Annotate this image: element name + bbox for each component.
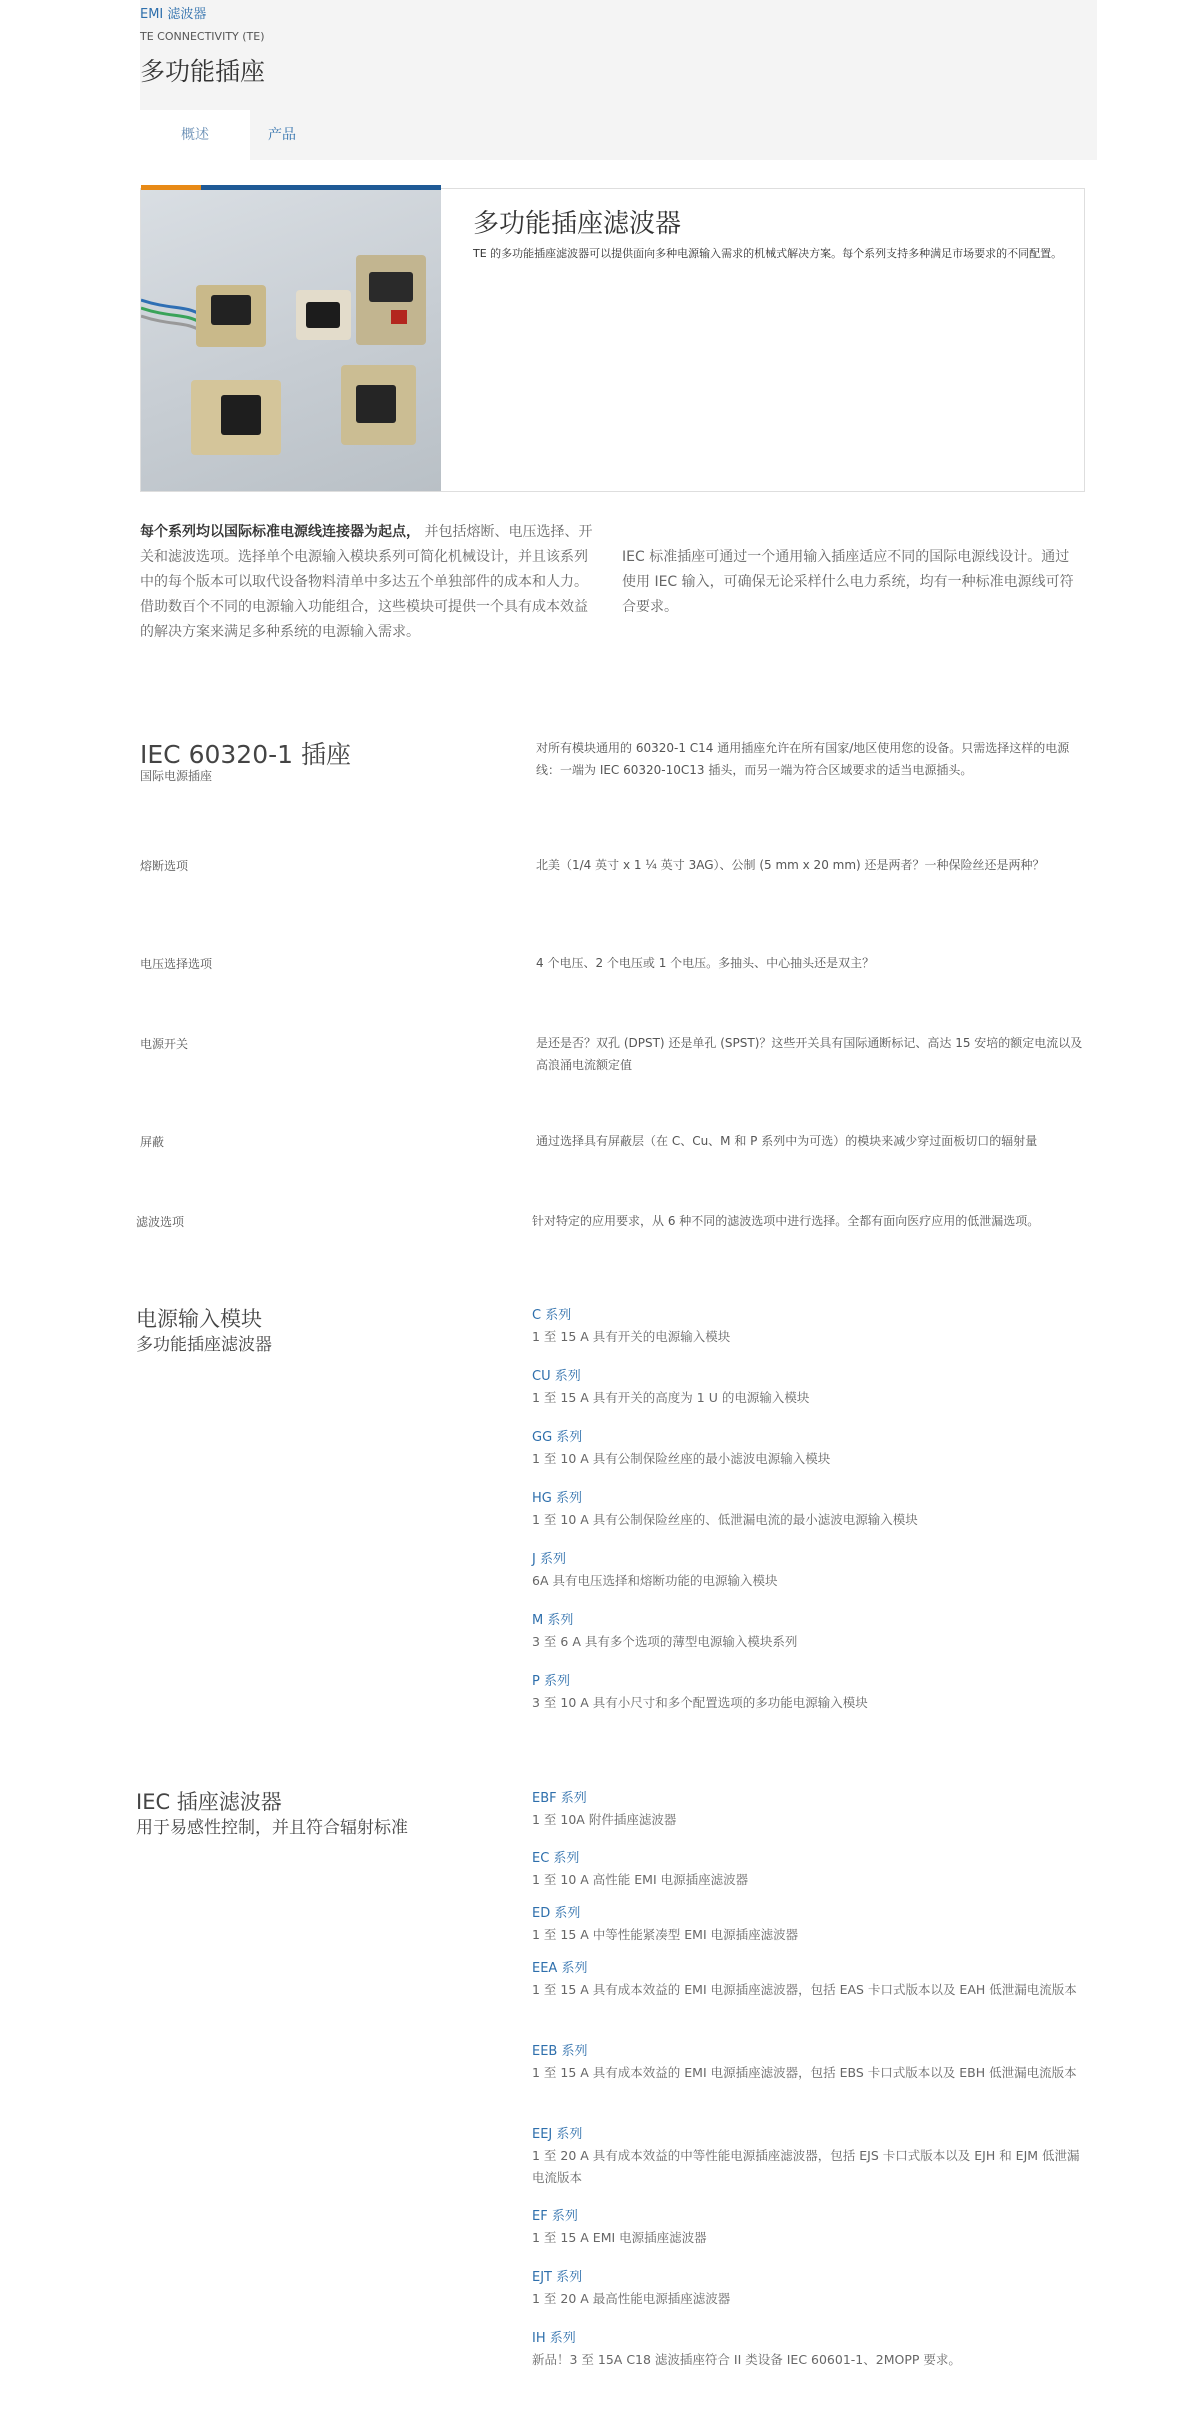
series-description: 1 至 15 A 具有开关的高度为 1 U 的电源输入模块 <box>532 1390 810 1405</box>
series-description: 1 至 15 A 具有成本效益的 EMI 电源插座滤波器，包括 EAS 卡口式版本以及 EAH 低泄漏电流版本 <box>532 1982 1077 1997</box>
series-link[interactable]: M 系列 <box>532 1613 574 1628</box>
hero-card <box>140 188 1085 492</box>
series-group-power-entry <box>136 1306 1084 1726</box>
series-description: 3 至 10 A 具有小尺寸和多个配置选项的多功能电源输入模块 <box>532 1695 868 1710</box>
series-link[interactable]: EJT 系列 <box>532 2270 583 2285</box>
series-link[interactable]: P 系列 <box>532 1674 570 1689</box>
intro-left-text: 并包括熔断、电压选择、开关和滤波选项。选择单个电源输入模块系列可简化机械设计，并且该系列中的每个版本可以取代设备物料清单中多达五个单独部件的成本和人力。借助数百个不同的电源输入功能组合，这些模块可提供一个具有成本效益的解决方案来满足多种系统的电源输入需求。 <box>140 524 593 640</box>
series-description: 1 至 15 A 中等性能紧凑型 EMI 电源插座滤波器 <box>532 1927 799 1942</box>
tab-overview[interactable]: 概述 <box>140 110 250 160</box>
spec-sublabel: 国际电源插座 <box>140 769 213 783</box>
series-item <box>532 1672 1088 1714</box>
series-link[interactable]: IH 系列 <box>532 2331 576 2346</box>
company-name: TE CONNECTIVITY (TE) <box>140 30 265 43</box>
series-description: 1 至 10 A 高性能 EMI 电源插座滤波器 <box>532 1872 749 1887</box>
spec-label: 电压选择选项 <box>140 957 213 971</box>
spec-label: 滤波选项 <box>136 1215 185 1229</box>
spec-label: 熔断选项 <box>140 859 189 873</box>
intro-lead: 每个系列均以国际标准电源线连接器为起点， <box>140 524 420 540</box>
series-item <box>532 1367 1088 1409</box>
series-link[interactable]: HG 系列 <box>532 1491 582 1506</box>
series-description: 3 至 6 A 具有多个选项的薄型电源输入模块系列 <box>532 1634 798 1649</box>
page-title: 多功能插座 <box>140 57 266 86</box>
spec-value: 4 个电压、2 个电压或 1 个电压。多抽头、中心抽头还是双主？ <box>536 956 875 970</box>
series-item <box>532 1550 1088 1592</box>
series-link[interactable]: EC 系列 <box>532 1851 580 1866</box>
series-item <box>532 1489 1088 1531</box>
intro-left-paragraph <box>140 520 600 645</box>
tab-bar <box>140 110 296 160</box>
spec-label: 屏蔽 <box>140 1135 165 1149</box>
spec-label: IEC 60320-1 插座 <box>140 740 351 769</box>
series-description: 1 至 20 A 具有成本效益的中等性能电源插座滤波器，包括 EJS 卡口式版本以及 EJH 和 EJM 低泄漏电流版本 <box>532 2148 1080 2185</box>
series-item <box>532 1959 1088 2001</box>
series-item <box>532 1904 1088 1946</box>
series-link[interactable]: EF 系列 <box>532 2209 578 2224</box>
spec-row-fuse <box>140 857 1084 907</box>
spec-row-iec <box>140 735 1084 805</box>
group-title: IEC 插座滤波器 <box>136 1790 282 1814</box>
series-description: 1 至 15 A 具有成本效益的 EMI 电源插座滤波器，包括 EBS 卡口式版本以及 EBH 低泄漏电流版本 <box>532 2065 1077 2080</box>
series-link[interactable]: EEA 系列 <box>532 1961 588 1976</box>
group-subtitle: 用于易感性控制，并且符合辐射标准 <box>136 1818 408 1838</box>
group-title: 电源输入模块 <box>136 1307 262 1331</box>
product-photo-illustration <box>141 190 441 491</box>
spec-row-voltage <box>140 955 1084 985</box>
spec-value: 北美（1/4 英寸 x 1 ¼ 英寸 3AG）、公制 (5 mm x 20 mm) 还是两者？一种保险丝还是两种？ <box>536 858 1045 872</box>
hero-description: TE 的多功能插座滤波器可以提供面向多种电源输入需求的机械式解决方案。每个系列支持多种满足市场要求的不同配置。 <box>473 247 1063 260</box>
series-item <box>532 1306 1088 1348</box>
intro-right-paragraph: IEC 标准插座可通过一个通用输入插座适应不同的国际电源线设计。通过使用 IEC 输入，可确保无论采样什么电力系统，均有一种标准电源线可符合要求。 <box>622 549 1074 615</box>
series-description: 1 至 15 A EMI 电源插座滤波器 <box>532 2230 707 2245</box>
series-description: 6A 具有电压选择和熔断功能的电源输入模块 <box>532 1573 778 1588</box>
series-description: 1 至 10A 附件插座滤波器 <box>532 1812 677 1827</box>
series-item <box>532 2207 1088 2249</box>
series-description: 1 至 20 A 最高性能电源插座滤波器 <box>532 2291 731 2306</box>
series-link[interactable]: EBF 系列 <box>532 1791 587 1806</box>
spec-row-shield <box>140 1133 1084 1183</box>
spec-value: 通过选择具有屏蔽层（在 C、Cu、M 和 P 系列中为可选）的模块来减少穿过面板切口的辐射量 <box>536 1134 1038 1148</box>
series-link[interactable]: GG 系列 <box>532 1430 583 1445</box>
breadcrumb-link[interactable]: EMI 滤波器 <box>140 7 207 22</box>
series-description: 1 至 15 A 具有开关的电源输入模块 <box>532 1329 731 1344</box>
series-group-iec-filters <box>136 1789 1084 2399</box>
series-item <box>532 2268 1088 2310</box>
hero-title: 多功能插座滤波器 <box>473 209 682 239</box>
spec-value: 对所有模块通用的 60320-1 C14 通用插座允许在所有国家/地区使用您的设备。只需选择这样的电源线：一端为 IEC 60320-10C13 插头，而另一端为符合区域要求的适当电源插头。 <box>536 741 1070 777</box>
tab-products[interactable]: 产品 <box>268 127 296 143</box>
series-item <box>532 2042 1088 2084</box>
series-item <box>532 1849 1088 1891</box>
series-item <box>532 1428 1088 1470</box>
series-item <box>532 1789 1088 1831</box>
series-link[interactable]: CU 系列 <box>532 1369 581 1384</box>
series-link[interactable]: ED 系列 <box>532 1906 581 1921</box>
series-item <box>532 2125 1088 2189</box>
series-item <box>532 1611 1088 1653</box>
series-description: 新品！3 至 15A C18 滤波插座符合 II 类设备 IEC 60601-1、2MOPP 要求。 <box>532 2352 961 2367</box>
page-header <box>140 0 1097 160</box>
series-link[interactable]: J 系列 <box>532 1552 566 1567</box>
spec-label: 电源开关 <box>140 1037 189 1051</box>
series-description: 1 至 10 A 具有公制保险丝座的、低泄漏电流的最小滤波电源输入模块 <box>532 1512 918 1527</box>
spec-value: 是还是否？双孔 (DPST) 还是单孔 (SPST)？这些开关具有国际通断标记、高达 15 安培的额定电流以及高浪涌电流额定值 <box>536 1036 1083 1072</box>
series-item <box>532 2329 1088 2371</box>
spec-row-switch <box>140 1035 1084 1085</box>
series-link[interactable]: C 系列 <box>532 1308 572 1323</box>
series-link[interactable]: EEJ 系列 <box>532 2127 583 2142</box>
spec-row-filter <box>136 1213 1080 1263</box>
series-description: 1 至 10 A 具有公制保险丝座的最小滤波电源输入模块 <box>532 1451 831 1466</box>
spec-value: 针对特定的应用要求，从 6 种不同的滤波选项中进行选择。全都有面向医疗应用的低泄漏选项。 <box>532 1214 1040 1228</box>
group-subtitle: 多功能插座滤波器 <box>136 1335 272 1355</box>
series-link[interactable]: EEB 系列 <box>532 2044 588 2059</box>
product-photo <box>141 190 441 491</box>
